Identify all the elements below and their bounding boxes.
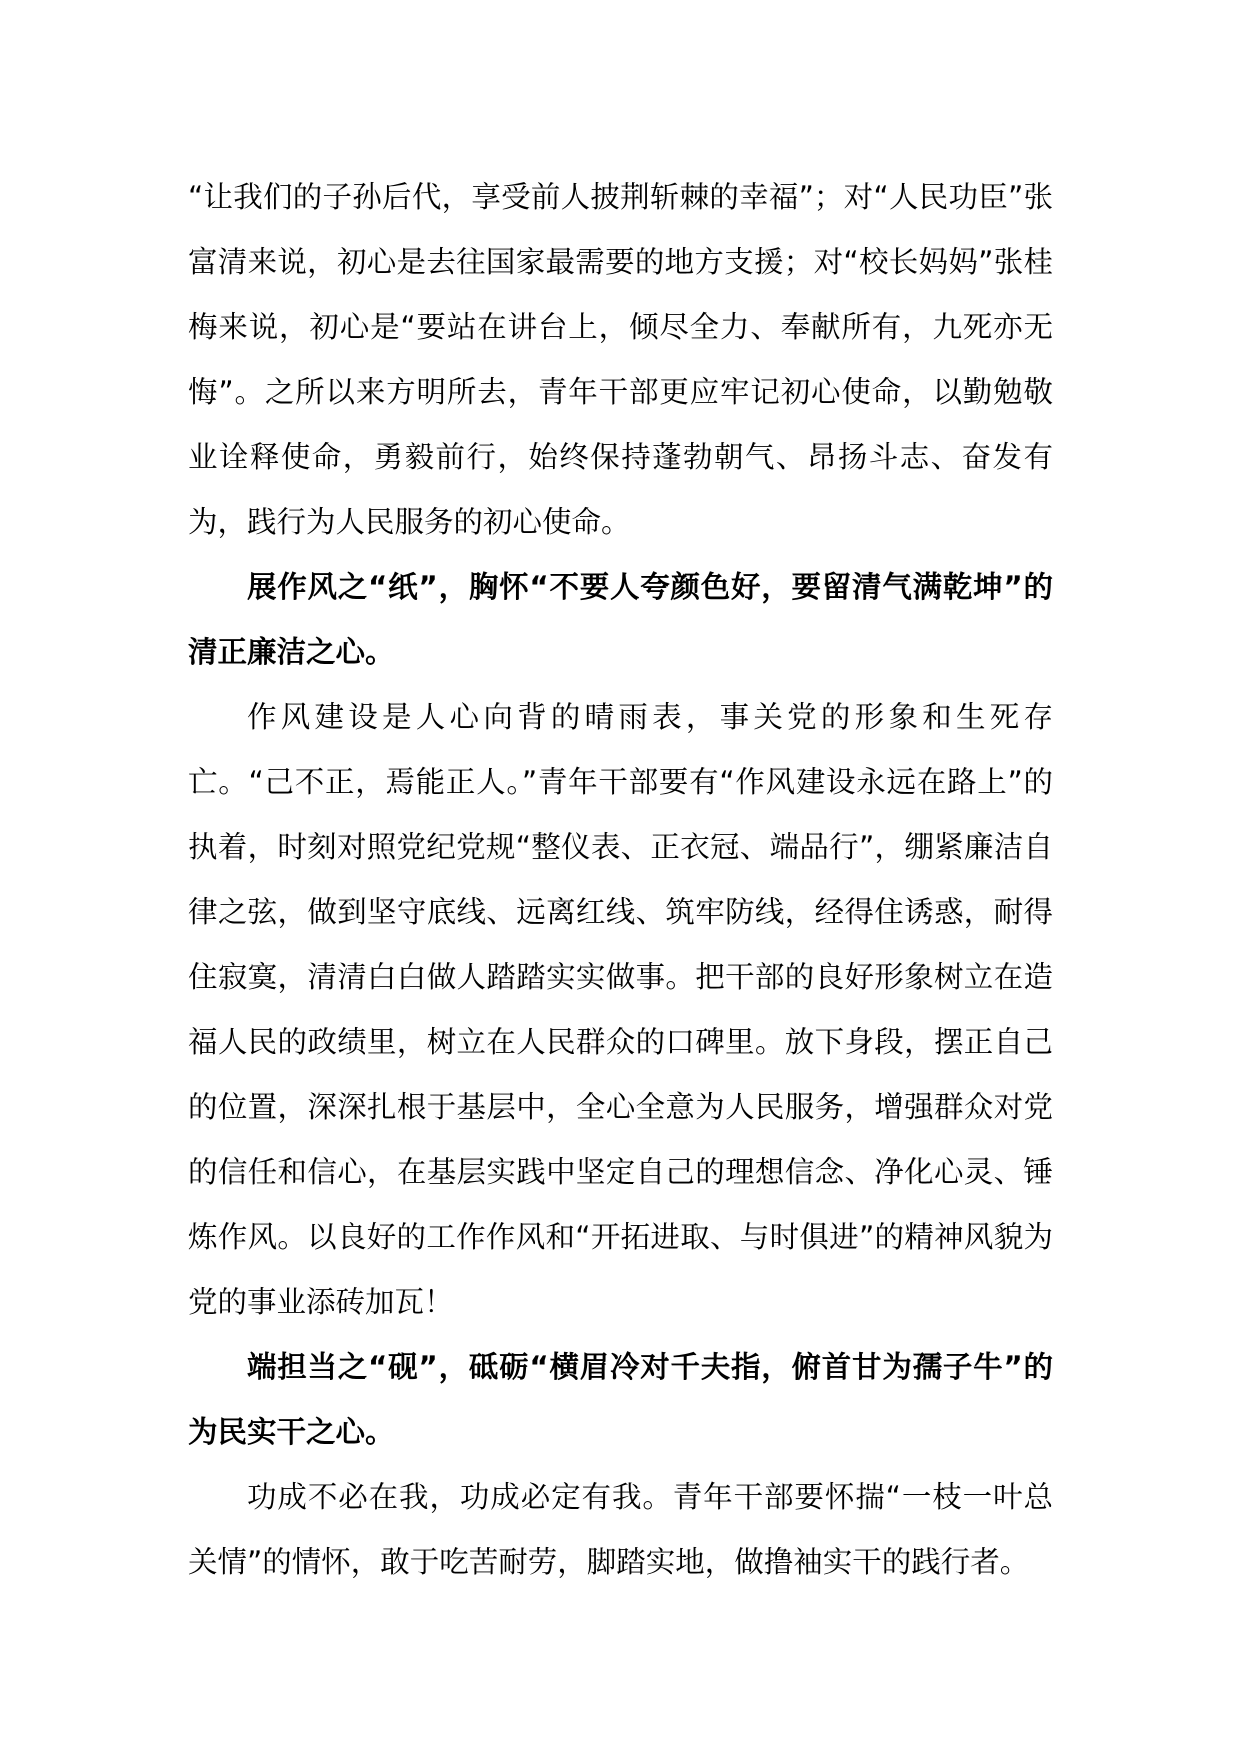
body-paragraph-1: “让我们的子孙后代，享受前人披荆斩棘的幸福”；对“人民功臣”张富清来说，初心是去往国家最需要的地方支援；对“校长妈妈”张桂梅来说，初心是“要站在讲台上，倾尽全力、奉献所有，九死亦无悔”。之所以来方明所去，青年干部更应牢记初心使命，以勤勉敬业诠释使命，勇毅前行，始终保持蓬勃朝气、昂扬斗志、奋发有为，践行为人民服务的初心使命。: [188, 180, 1053, 539]
document-page: [188, 165, 1053, 1595]
section-heading-style: 展作风之“纸”，胸怀“不要人夸颜色好，要留清气满乾坤”的清正廉洁之心。: [188, 570, 1053, 669]
section-heading-responsibility: 端担当之“砚”，砥砺“横眉冷对千夫指，俯首甘为孺子牛”的为民实干之心。: [188, 1350, 1053, 1449]
body-paragraph-2: 作风建设是人心向背的晴雨表，事关党的形象和生死存亡。“己不正，焉能正人。”青年干部要有“作风建设永远在路上”的执着，时刻对照党纪党规“整仪表、正衣冠、端品行”，绷紧廉洁自律之弦，做到坚守底线、远离红线、筑牢防线，经得住诱惑，耐得住寂寞，清清白白做人踏踏实实做事。把干部的良好形象树立在造福人民的政绩里，树立在人民群众的口碑里。放下身段，摆正自己的位置，深深扎根于基层中，全心全意为人民服务，增强群众对党的信任和信心，在基层实践中坚定自己的理想信念、净化心灵、锤炼作风。以良好的工作作风和“开拓进取、与时俱进”的精神风貌为党的事业添砖加瓦！: [188, 700, 1053, 1319]
body-paragraph-3: 功成不必在我，功成必定有我。青年干部要怀揣“一枝一叶总关情”的情怀，敢于吃苦耐劳，脚踏实地，做撸袖实干的践行者。: [188, 1480, 1053, 1579]
